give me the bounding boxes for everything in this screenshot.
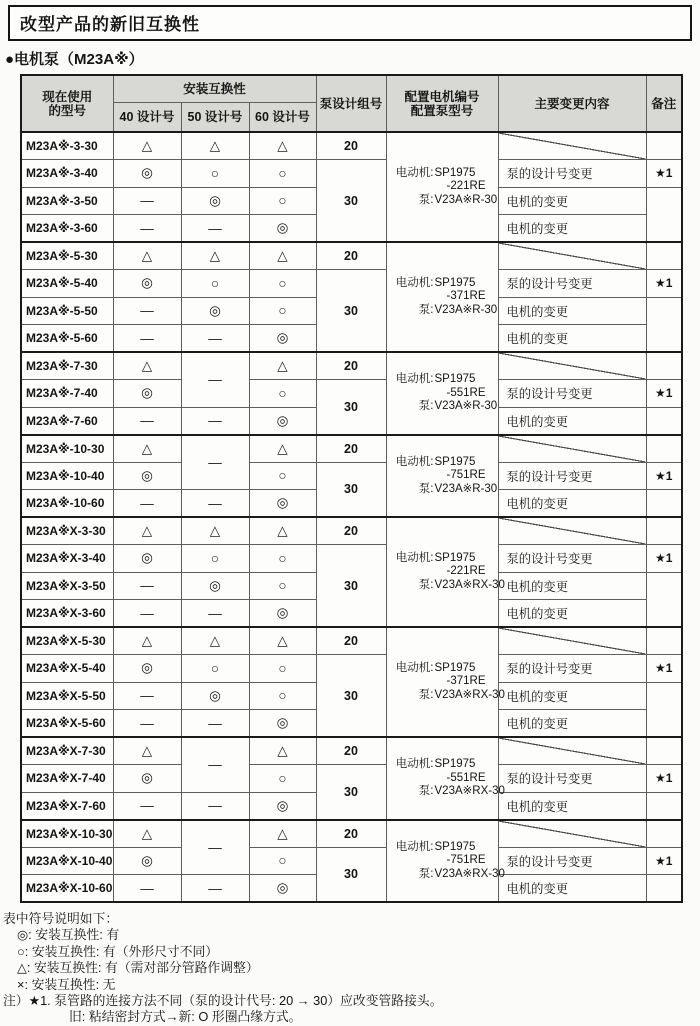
- compat40-cell: ◎: [113, 462, 181, 490]
- compat60-cell: ◎: [249, 710, 316, 738]
- pump-label: 泵:: [418, 867, 434, 880]
- compat50-cell: —: [181, 820, 249, 875]
- model-group-5: [21, 242, 682, 352]
- design-group-cell: 20: [316, 352, 386, 380]
- col-header-remarks: 备注: [646, 75, 682, 132]
- design-group-cell: 20: [316, 242, 386, 270]
- model-cell: M23A※X-5-60: [21, 710, 113, 738]
- design-group-cell: 20: [316, 517, 386, 545]
- model-cell: M23A※-10-40: [21, 462, 113, 490]
- model-cell: M23A※X-5-50: [21, 682, 113, 710]
- compat60-cell: ○: [249, 160, 316, 188]
- motor-number: SP1975: [434, 551, 476, 564]
- col-header-pump-design-group: 泵设计组号: [316, 75, 386, 132]
- compat60-cell: ◎: [249, 600, 316, 628]
- table-row: [21, 517, 682, 545]
- compat50-cell: —: [181, 710, 249, 738]
- design-group-cell: 20: [316, 627, 386, 655]
- pump-model: V23A※RX-30: [434, 578, 505, 591]
- compat40-cell: —: [113, 215, 181, 243]
- compat50-cell: —: [181, 352, 249, 407]
- model-cell: M23A※-7-40: [21, 380, 113, 408]
- design-group-cell: 30: [316, 545, 386, 628]
- compat60-cell: △: [249, 435, 316, 463]
- compat60-cell: ○: [249, 572, 316, 600]
- compatibility-table: [20, 74, 683, 903]
- change-cell: 电机的变更: [498, 572, 646, 600]
- table-row: [21, 655, 682, 683]
- compat40-cell: ◎: [113, 765, 181, 793]
- model-cell: M23A※X-10-40: [21, 847, 113, 875]
- legend-item-circle: ○: 安装互换性: 有（外形尺寸不同）: [17, 943, 219, 959]
- motor-label: 电动机:: [395, 276, 434, 289]
- pump-label: 泵:: [418, 785, 434, 797]
- change-cell: 电机的变更: [498, 407, 646, 435]
- design-group-cell: 20: [316, 435, 386, 463]
- compat40-cell: ◎: [113, 655, 181, 683]
- compat50-cell: —: [181, 875, 249, 903]
- compat40-cell: ◎: [113, 160, 181, 188]
- model-cell: M23A※-3-30: [21, 132, 113, 160]
- note-cell: ★1: [646, 847, 682, 875]
- note-cell: [646, 517, 682, 545]
- compat60-cell: ◎: [249, 875, 316, 903]
- note-cell: ★1: [646, 160, 682, 188]
- model-group-x7: [21, 737, 682, 820]
- compat60-cell: △: [249, 242, 316, 270]
- table-row: [21, 820, 682, 848]
- motor-pump-config-cell: [386, 517, 505, 627]
- table-row: [21, 160, 682, 188]
- compat60-cell: ○: [249, 545, 316, 573]
- motor-pump-config-cell: [386, 627, 505, 737]
- note-cell: [646, 297, 682, 352]
- pump-label: 泵:: [418, 400, 434, 412]
- model-cell: M23A※X-7-40: [21, 765, 113, 793]
- change-cell: 泵的设计号变更: [498, 545, 646, 573]
- model-cell: M23A※-3-40: [21, 160, 113, 188]
- compat50-cell: —: [181, 737, 249, 792]
- compat60-cell: ○: [249, 270, 316, 298]
- note-cell: [646, 435, 682, 463]
- note-cell: [646, 572, 682, 627]
- col-header-current-model: 现在使用 的型号: [21, 75, 113, 132]
- pump-label: 泵:: [418, 578, 434, 591]
- motor-number-suffix: -751RE: [446, 469, 486, 481]
- model-cell: M23A※X-3-40: [21, 545, 113, 573]
- model-cell: M23A※-7-60: [21, 407, 113, 435]
- change-cell-na: [498, 517, 646, 545]
- compat60-cell: ○: [249, 187, 316, 215]
- compat60-cell: △: [249, 352, 316, 380]
- compat60-cell: △: [249, 517, 316, 545]
- change-cell: 泵的设计号变更: [498, 655, 646, 683]
- motor-number: SP1975: [434, 373, 476, 385]
- design-group-cell: 20: [316, 737, 386, 765]
- note-cell: [646, 407, 682, 435]
- note-cell: ★1: [646, 270, 682, 298]
- design-group-cell: 30: [316, 380, 386, 435]
- change-cell: 电机的变更: [498, 187, 646, 215]
- note-cell: [646, 682, 682, 737]
- section-subtitle: ●电机泵（M23A※）: [5, 51, 144, 68]
- motor-label: 电动机:: [395, 840, 434, 853]
- motor-label: 电动机:: [395, 455, 434, 468]
- change-cell-na: [498, 242, 646, 270]
- compat60-cell: ○: [249, 682, 316, 710]
- compat60-cell: ◎: [249, 215, 316, 243]
- note-cell: [646, 490, 682, 518]
- motor-number-suffix: -551RE: [446, 771, 486, 784]
- compat40-cell: —: [113, 792, 181, 820]
- note-cell: ★1: [646, 462, 682, 490]
- note-cell: ★1: [646, 655, 682, 683]
- motor-pump-config-cell: [386, 352, 498, 435]
- note-cell: [646, 352, 682, 380]
- motor-number-suffix: -551RE: [446, 386, 486, 399]
- motor-number: SP1975: [434, 661, 476, 674]
- pump-model: V23A※R-30: [434, 482, 498, 495]
- note-cell: [646, 792, 682, 820]
- change-cell: 泵的设计号变更: [498, 160, 646, 188]
- pump-label: 泵:: [418, 193, 434, 206]
- change-cell: 泵的设计号变更: [498, 847, 646, 875]
- table-row: [21, 380, 682, 408]
- model-cell: M23A※-10-30: [21, 435, 113, 463]
- model-cell: M23A※-10-60: [21, 490, 113, 518]
- compat40-cell: ◎: [113, 847, 181, 875]
- design-group-cell: 30: [316, 160, 386, 243]
- pump-label: 泵:: [418, 688, 434, 701]
- legend-item-cross: ×: 安装互换性: 无: [17, 976, 116, 992]
- compat40-cell: —: [113, 600, 181, 628]
- legend-item-triangle: △: 安装互换性: 有（需对部分管路作调整）: [17, 960, 259, 976]
- change-cell: 电机的变更: [498, 325, 646, 353]
- compat40-cell: △: [113, 627, 181, 655]
- compat50-cell: —: [181, 490, 249, 518]
- compat60-cell: △: [249, 737, 316, 765]
- change-cell: 电机的变更: [498, 682, 646, 710]
- motor-number-suffix: -751RE: [446, 854, 486, 866]
- compat60-cell: ◎: [249, 407, 316, 435]
- pump-model: V23A※RX-30: [434, 867, 505, 880]
- compat40-cell: —: [113, 490, 181, 518]
- change-cell: 泵的设计号变更: [498, 270, 646, 298]
- model-group-x10: [21, 820, 682, 903]
- compat50-cell: —: [181, 435, 249, 490]
- model-cell: M23A※X-3-50: [21, 572, 113, 600]
- compat50-cell: ◎: [181, 297, 249, 325]
- model-group-10: [21, 435, 682, 518]
- design-group-cell: 20: [316, 132, 386, 160]
- compat50-cell: △: [181, 517, 249, 545]
- model-group-7: [21, 352, 682, 435]
- motor-number-suffix: -221RE: [446, 565, 486, 578]
- table-row: [21, 435, 682, 463]
- table-row: [21, 242, 682, 270]
- motor-pump-config-cell: [386, 820, 505, 903]
- motor-number: SP1975: [434, 758, 476, 770]
- compat60-cell: △: [249, 627, 316, 655]
- legend-item-double-circle: ◎: 安装互换性: 有: [17, 927, 120, 943]
- change-cell-na: [498, 820, 646, 848]
- compat40-cell: —: [113, 297, 181, 325]
- model-cell: M23A※X-3-30: [21, 517, 113, 545]
- table-row: [21, 270, 682, 298]
- design-group-cell: 30: [316, 847, 386, 902]
- model-cell: M23A※-3-60: [21, 215, 113, 243]
- page-title: 改型产品的新旧互换性: [8, 5, 692, 41]
- compat50-cell: —: [181, 792, 249, 820]
- change-cell: 泵的设计号变更: [498, 380, 646, 408]
- model-cell: M23A※X-7-60: [21, 792, 113, 820]
- compat40-cell: —: [113, 187, 181, 215]
- compat40-cell: △: [113, 242, 181, 270]
- compat60-cell: ○: [249, 297, 316, 325]
- model-cell: M23A※X-5-40: [21, 655, 113, 683]
- compat40-cell: △: [113, 352, 181, 380]
- compat50-cell: △: [181, 242, 249, 270]
- model-cell: M23A※-5-30: [21, 242, 113, 270]
- compat50-cell: ○: [181, 655, 249, 683]
- note-cell: ★1: [646, 765, 682, 793]
- compat40-cell: —: [113, 710, 181, 738]
- table-row: [21, 462, 682, 490]
- compat50-cell: —: [181, 325, 249, 353]
- motor-number: SP1975: [434, 166, 476, 179]
- note-cell: [646, 820, 682, 848]
- compat50-cell: ◎: [181, 187, 249, 215]
- motor-number-suffix: -221RE: [446, 180, 486, 193]
- table-row: [21, 132, 682, 160]
- compat50-cell: ○: [181, 160, 249, 188]
- model-cell: M23A※-5-60: [21, 325, 113, 353]
- note-cell: ★1: [646, 545, 682, 573]
- compat50-cell: △: [181, 132, 249, 160]
- pump-model: V23A※RX-30: [434, 688, 505, 701]
- motor-number: SP1975: [434, 455, 476, 468]
- table-row: [21, 765, 682, 793]
- change-cell: 泵的设计号变更: [498, 462, 646, 490]
- model-cell: M23A※X-10-60: [21, 875, 113, 903]
- compat40-cell: —: [113, 572, 181, 600]
- compat40-cell: ◎: [113, 380, 181, 408]
- compat60-cell: ◎: [249, 490, 316, 518]
- change-cell-na: [498, 352, 646, 380]
- motor-label: 电动机:: [395, 373, 434, 385]
- model-cell: M23A※-7-30: [21, 352, 113, 380]
- col-header-design60: 60 设计号: [249, 102, 316, 132]
- note-cell: [646, 627, 682, 655]
- compat50-cell: —: [181, 407, 249, 435]
- compat50-cell: ◎: [181, 682, 249, 710]
- compat50-cell: △: [181, 627, 249, 655]
- design-group-cell: 20: [316, 820, 386, 848]
- design-group-cell: 30: [316, 765, 386, 820]
- compat40-cell: △: [113, 435, 181, 463]
- compat60-cell: ○: [249, 655, 316, 683]
- change-cell: 电机的变更: [498, 297, 646, 325]
- compat60-cell: ◎: [249, 325, 316, 353]
- change-cell-na: [498, 132, 646, 160]
- compat40-cell: △: [113, 517, 181, 545]
- table-row: [21, 847, 682, 875]
- model-cell: M23A※-5-50: [21, 297, 113, 325]
- note-cell: ★1: [646, 380, 682, 408]
- compat40-cell: ◎: [113, 270, 181, 298]
- pump-model: V23A※R-30: [434, 193, 498, 206]
- design-group-cell: 30: [316, 270, 386, 353]
- change-cell-na: [498, 627, 646, 655]
- col-header-main-changes: 主要变更内容: [498, 75, 646, 132]
- motor-number: SP1975: [434, 276, 476, 289]
- compat40-cell: —: [113, 875, 181, 903]
- design-group-cell: 30: [316, 655, 386, 738]
- table-header: [21, 75, 682, 132]
- note-cell: [646, 187, 682, 242]
- table-row: [21, 545, 682, 573]
- compat50-cell: ○: [181, 270, 249, 298]
- change-cell: 电机的变更: [498, 875, 646, 903]
- col-header-install-compat: 安装互换性: [113, 75, 316, 102]
- table-row: [21, 737, 682, 765]
- note-cell: [646, 737, 682, 765]
- change-cell: 电机的变更: [498, 600, 646, 628]
- motor-number: SP1975: [434, 840, 476, 853]
- compat40-cell: △: [113, 737, 181, 765]
- compat60-cell: ○: [249, 380, 316, 408]
- model-group-x3: [21, 517, 682, 627]
- compat60-cell: ◎: [249, 792, 316, 820]
- model-cell: M23A※-3-50: [21, 187, 113, 215]
- compat40-cell: —: [113, 407, 181, 435]
- change-cell: 电机的变更: [498, 215, 646, 243]
- model-cell: M23A※X-7-30: [21, 737, 113, 765]
- pump-label: 泵:: [418, 303, 434, 316]
- compat60-cell: △: [249, 820, 316, 848]
- note-cell: [646, 242, 682, 270]
- compat40-cell: —: [113, 682, 181, 710]
- motor-pump-config-cell: [386, 435, 498, 518]
- pump-label: 泵:: [418, 482, 434, 495]
- motor-pump-config-cell: [386, 132, 498, 242]
- col-header-design50: 50 设计号: [181, 102, 249, 132]
- change-cell: 电机的变更: [498, 490, 646, 518]
- note-cell: [646, 132, 682, 160]
- pump-model: V23A※R-30: [434, 303, 498, 316]
- change-cell: 电机的变更: [498, 710, 646, 738]
- table-row: [21, 352, 682, 380]
- compat40-cell: ◎: [113, 545, 181, 573]
- change-cell: 泵的设计号变更: [498, 765, 646, 793]
- design-group-cell: 30: [316, 462, 386, 517]
- pump-model: V23A※RX-30: [434, 785, 505, 797]
- motor-label: 电动机:: [395, 551, 434, 564]
- pump-model: V23A※R-30: [434, 400, 498, 412]
- footnote-star1-continued: 旧: 粘结密封方式→新: O 形圈凸缘方式。: [69, 1009, 302, 1025]
- compat40-cell: —: [113, 325, 181, 353]
- legend-title: 表中符号说明如下：: [3, 911, 119, 926]
- compat60-cell: ○: [249, 765, 316, 793]
- compat50-cell: —: [181, 215, 249, 243]
- change-cell-na: [498, 435, 646, 463]
- compat60-cell: △: [249, 132, 316, 160]
- compat40-cell: △: [113, 132, 181, 160]
- model-cell: M23A※X-10-30: [21, 820, 113, 848]
- motor-label: 电动机:: [395, 758, 434, 770]
- motor-number-suffix: -371RE: [446, 290, 486, 303]
- motor-label: 电动机:: [395, 661, 434, 674]
- change-cell: 电机的变更: [498, 792, 646, 820]
- compat40-cell: △: [113, 820, 181, 848]
- col-header-motor-pump-config: 配置电机编号 配置泵型号: [386, 75, 498, 132]
- motor-number-suffix: -371RE: [446, 675, 486, 688]
- col-header-design40: 40 设计号: [113, 102, 181, 132]
- table-row: [21, 627, 682, 655]
- compat50-cell: ◎: [181, 572, 249, 600]
- change-cell-na: [498, 737, 646, 765]
- model-cell: M23A※-5-40: [21, 270, 113, 298]
- compat50-cell: —: [181, 600, 249, 628]
- compat60-cell: ○: [249, 462, 316, 490]
- legend: [3, 911, 700, 1026]
- model-cell: M23A※X-5-30: [21, 627, 113, 655]
- model-cell: M23A※X-3-60: [21, 600, 113, 628]
- compat50-cell: ○: [181, 545, 249, 573]
- compat60-cell: ○: [249, 847, 316, 875]
- model-group-3: [21, 132, 682, 242]
- footnote-star1: 注）★1. 泵管路的连接方法不同（泵的设计代号: 20 → 30）应改变管路接头。: [3, 993, 443, 1009]
- motor-pump-config-cell: [386, 242, 498, 352]
- note-cell: [646, 875, 682, 903]
- motor-label: 电动机:: [395, 166, 434, 179]
- model-group-x5: [21, 627, 682, 737]
- motor-pump-config-cell: [386, 737, 505, 820]
